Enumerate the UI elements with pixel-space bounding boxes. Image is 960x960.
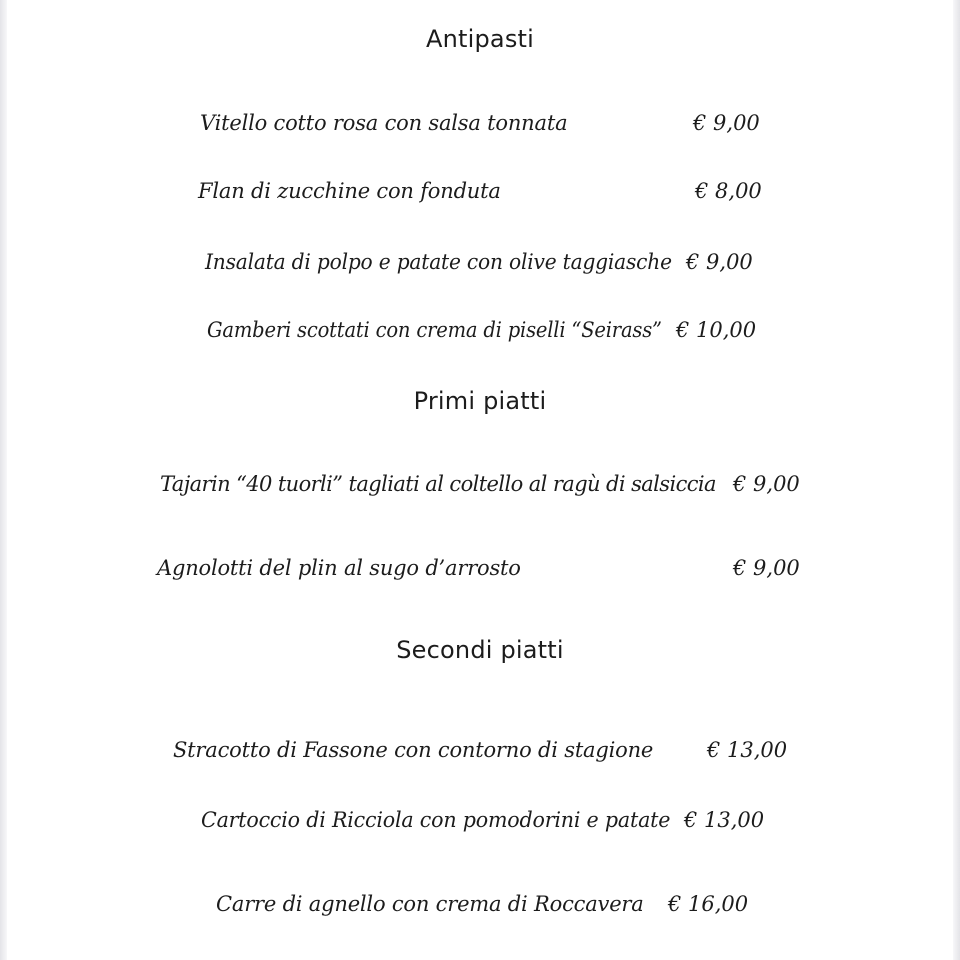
- menu-item-name: Flan di zucchine con fonduta: [198, 179, 501, 203]
- menu-item-price: € 8,00: [695, 179, 762, 203]
- menu-item-name: Stracotto di Fassone con contorno di stagione: [173, 738, 654, 762]
- menu-item-name: Cartoccio di Ricciola con pomodorini e patate: [201, 808, 671, 832]
- menu-item-price: € 10,00: [676, 318, 757, 342]
- section-title-secondi-piatti: Secondi piatti: [396, 636, 564, 664]
- menu-item-price: € 9,00: [733, 472, 800, 496]
- page-edge-right: [953, 0, 960, 960]
- menu-item-price: € 9,00: [686, 250, 753, 274]
- page-edge-left: [0, 0, 7, 960]
- menu-item-price: € 13,00: [707, 738, 788, 762]
- menu-item-price: € 9,00: [693, 111, 760, 135]
- menu-item-name: Carre di agnello con crema di Roccavera: [216, 892, 644, 916]
- menu-item-name: Agnolotti del plin al sugo d’arrosto: [157, 556, 521, 580]
- section-title-antipasti: Antipasti: [425, 25, 535, 53]
- menu-item-name: Tajarin “40 tuorli” tagliati al coltello al ragù di salsiccia: [160, 472, 716, 496]
- menu-item-price: € 16,00: [668, 892, 749, 916]
- menu-item-price: € 13,00: [684, 808, 765, 832]
- menu-item-price: € 9,00: [733, 556, 800, 580]
- menu-item-name: Insalata di polpo e patate con olive taggiasche: [205, 250, 672, 274]
- menu-item-name: Vitello cotto rosa con salsa tonnata: [200, 111, 568, 135]
- menu-item-name: Gamberi scottati con crema di piselli “Seirass”: [207, 318, 662, 342]
- section-title-primi-piatti: Primi piatti: [413, 387, 547, 415]
